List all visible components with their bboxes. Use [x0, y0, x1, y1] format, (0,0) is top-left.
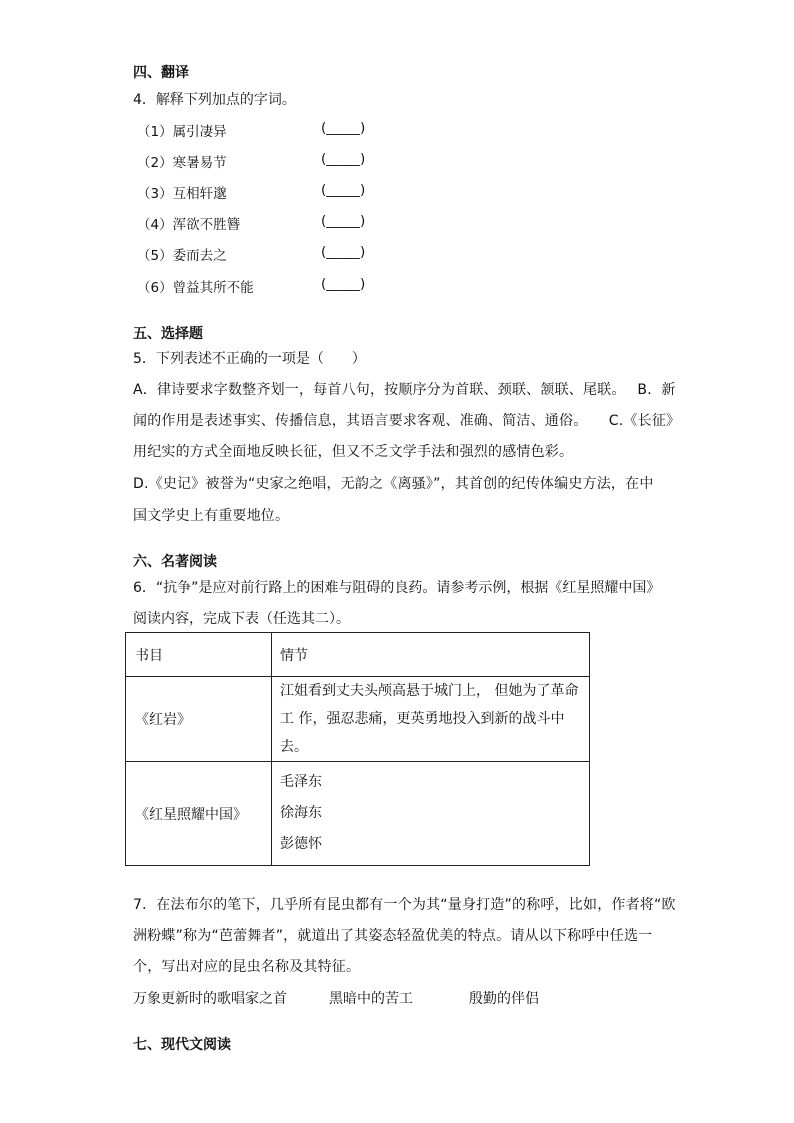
table-cell-book: 《红星照耀中国》: [126, 762, 272, 866]
question-5-option-line: 闻的作用是表述事实、传播信息，其语言要求客观、准确、简洁、通俗。 C.《长征》: [133, 413, 681, 429]
question-5-stem: 5．下列表述不正确的一项是（ ）: [133, 351, 366, 367]
question-5-option-line: 国文学史上有重要地位。: [133, 508, 290, 524]
q4-answer-blank[interactable]: (_____): [321, 244, 366, 260]
plot-text-line: 工 作，强忍悲痛，更英勇地投入到新的战斗中去。: [280, 711, 565, 755]
question-7-option: 殷勤的伴侣: [469, 991, 539, 1007]
table-header-plot: 情节: [272, 633, 590, 677]
section-heading-modern-reading: 七、现代文阅读: [133, 1037, 231, 1053]
q4-answer-blank[interactable]: (_____): [321, 276, 366, 292]
person-name: 毛泽东: [280, 774, 322, 790]
question-6-stem-line: 6．“抗争”是应对前行路上的困难与阻碍的良药。请参考示例，根据《红星照耀中国》: [133, 580, 661, 596]
table-cell-plot: [272, 677, 590, 762]
q4-answer-blank[interactable]: (_____): [321, 213, 366, 229]
q4-answer-blank[interactable]: (_____): [321, 182, 366, 198]
person-name: 彭德怀: [280, 836, 322, 852]
q4-item-label: （3）互相轩邈: [137, 186, 227, 202]
question-5-option-line: A．律诗要求字数整齐划一，每首八句，按顺序分为首联、颈联、颔联、尾联。 B．新: [133, 382, 676, 398]
q4-answer-blank[interactable]: (_____): [321, 151, 366, 167]
plot-text-line: 江姐看到丈夫头颅高悬于城门上， 但她为了革命: [280, 683, 579, 699]
table-header-book: 书目: [126, 633, 272, 677]
table-cell-book: 《红岩》: [126, 677, 272, 762]
question-7-option: 万象更新时的歌唱家之首: [133, 991, 287, 1007]
question-7-stem-line: 7．在法布尔的笔下，几乎所有昆虫都有一个为其“量身打造”的称呼，比如，作者将“欧: [133, 897, 676, 913]
table-header-row: [126, 633, 590, 677]
q4-item-label: （6）曾益其所不能: [137, 280, 254, 296]
question-5-option-line: 用纪实的方式全面地反映长征，但又不乏文学手法和强烈的感情色彩。: [133, 444, 574, 460]
table-row: [126, 762, 590, 866]
question-4-stem: 4．解释下列加点的字词。: [133, 92, 296, 108]
table-cell-answer[interactable]: [272, 762, 590, 866]
q4-item-label: （1）属引凄异: [137, 124, 227, 140]
person-name: 徐海东: [280, 805, 322, 821]
table-row: [126, 677, 590, 762]
q4-item-label: （5）委而去之: [137, 248, 227, 264]
question-7-option: 黑暗中的苦工: [329, 991, 413, 1007]
section-heading-classic-reading: 六、名著阅读: [133, 554, 217, 570]
section-heading-translation: 四、翻译: [133, 65, 189, 81]
question-7-stem-line: 个，写出对应的昆虫名称及其特征。: [133, 959, 361, 975]
q4-item-label: （2）寒暑易节: [137, 155, 227, 171]
reading-table: [125, 632, 590, 866]
question-6-stem-line: 阅读内容，完成下表（任选其二）。: [133, 611, 350, 627]
question-7-stem-line: 洲粉蝶”称为“芭蕾舞者”，就道出了其姿态轻盈优美的特点。请从以下称呼中任选一: [133, 928, 653, 944]
question-5-option-line: D.《史记》被誉为“史家之绝唱，无韵之《离骚》”，其首创的纪传体编史方法，在中: [133, 476, 654, 492]
q4-answer-blank[interactable]: (_____): [321, 120, 366, 136]
section-heading-multiple-choice: 五、选择题: [133, 326, 203, 342]
q4-item-label: （4）浑欲不胜簪: [137, 217, 241, 233]
